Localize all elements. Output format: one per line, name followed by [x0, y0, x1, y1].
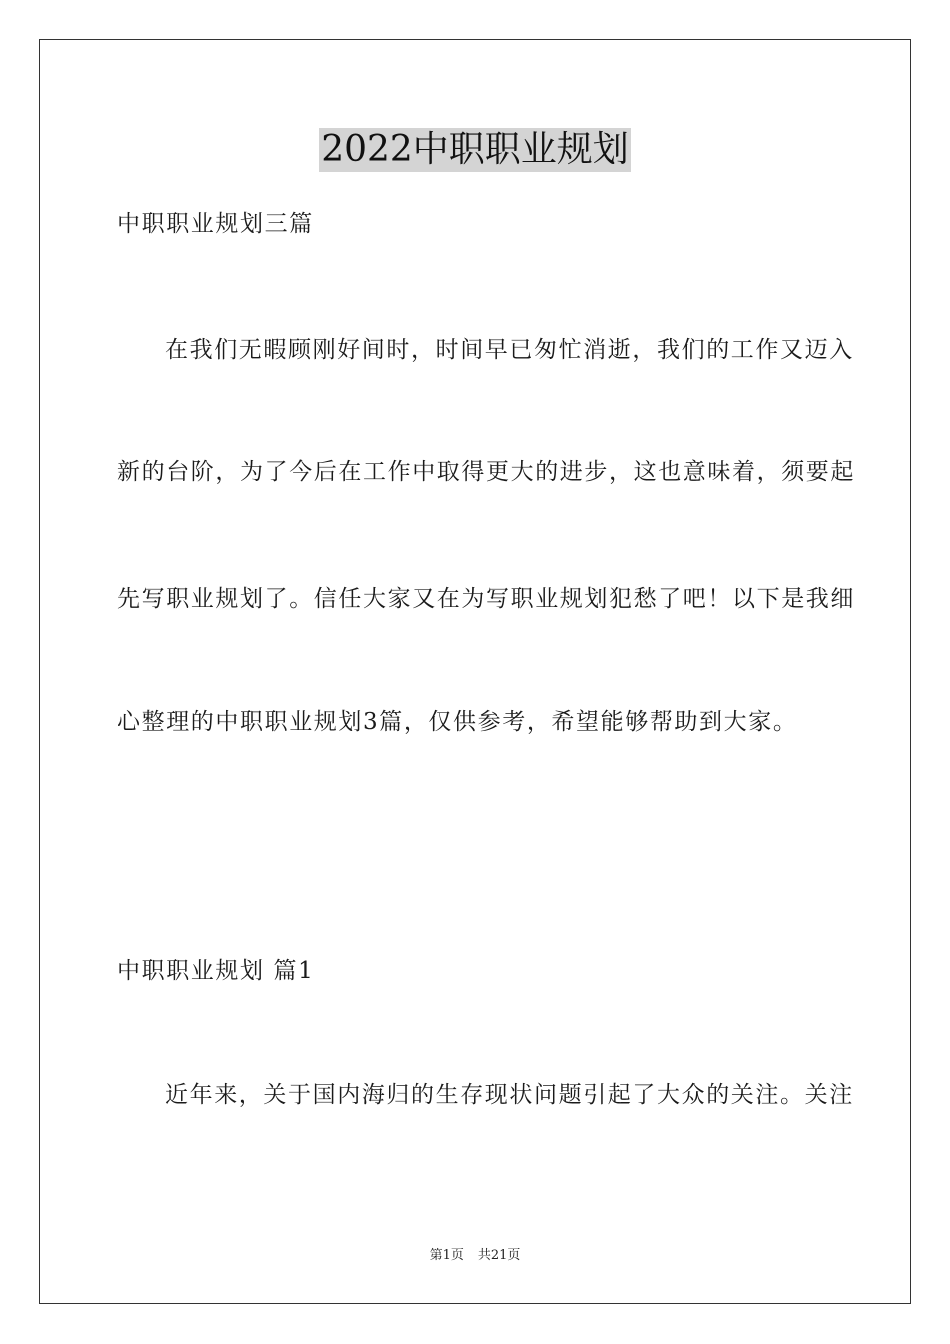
page-footer	[0, 1248, 950, 1264]
paragraph-line: 新的台阶，为了今后在工作中取得更大的进步，这也意味着，须要起	[117, 459, 855, 485]
document-title: 2022中职职业规划	[321, 129, 629, 170]
total-pages: 共21页	[477, 1248, 521, 1263]
paragraph-line: 在我们无暇顾刚好间时，时间早已匆忙消逝，我们的工作又迈入	[165, 337, 854, 363]
document-subtitle: 中职职业规划三篇	[117, 211, 314, 237]
section-heading: 中职职业规划 篇1	[117, 958, 315, 984]
title-container	[0, 128, 950, 172]
paragraph-line: 近年来，关于国内海归的生存现状问题引起了大众的关注。关注	[165, 1082, 854, 1108]
paragraph-line: 心整理的中职职业规划3篇，仅供参考，希望能够帮助到大家。	[117, 709, 798, 735]
paragraph-line: 先写职业规划了。信任大家又在为写职业规划犯愁了吧！以下是我细	[117, 586, 855, 612]
page-number: 第1页	[429, 1248, 464, 1263]
